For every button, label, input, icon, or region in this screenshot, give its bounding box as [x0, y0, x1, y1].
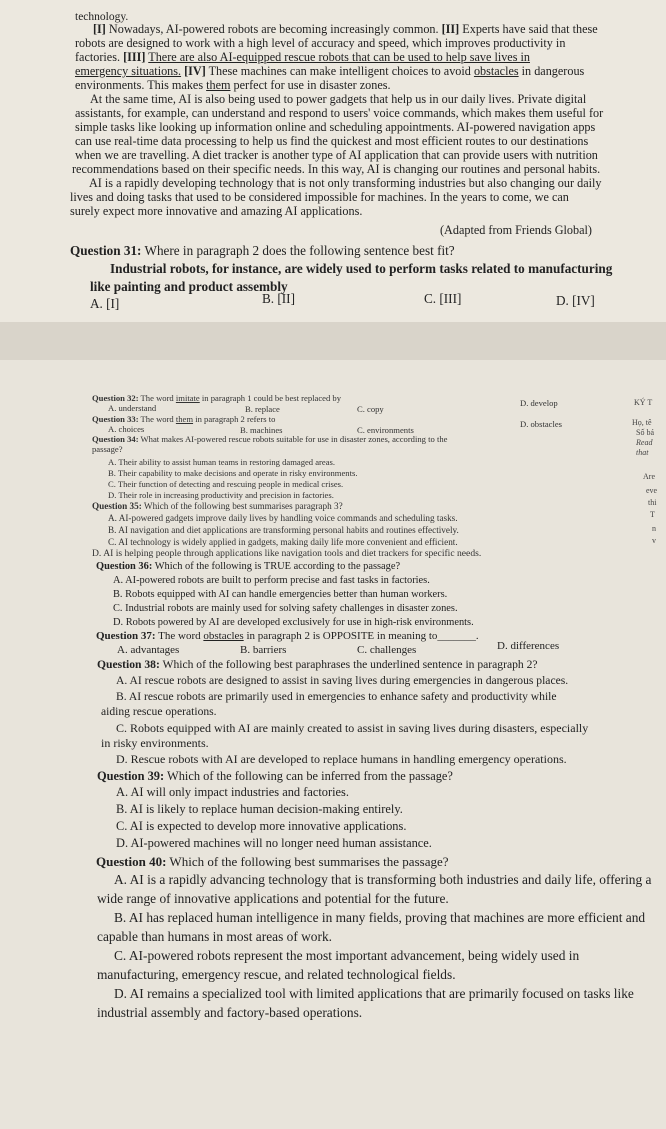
question-33-option-b[interactable]: B. machines [240, 425, 283, 435]
upper-page [0, 0, 666, 322]
question-38-stem: Question 38: Which of the following best paraphrases the underlined sentence in paragraph 2? [97, 658, 538, 671]
passage-line-6: At the same time, AI is also being used to power gadgets that help us in our daily lives. Private digital [90, 92, 587, 106]
passage-line-3: factories. [III] There are also AI-equipped rescue robots that can be used to help save lives in [75, 50, 530, 64]
passage-line-12: AI is a rapidly developing technology that is not only transforming industries but also changing our daily [89, 176, 602, 190]
margin-fragment: Read [636, 438, 653, 447]
question-40-option-b[interactable]: B. AI has replaced human intelligence in many fields, proving that machines are more efficient and [114, 910, 646, 925]
question-31-option-a[interactable]: A. [I] [90, 296, 120, 311]
question-37-option-b[interactable]: B. barriers [240, 644, 287, 656]
question-35-option-b[interactable]: B. AI navigation and diet applications are transforming personal habits and routines effectively. [108, 525, 459, 535]
margin-fragment: eve [646, 486, 658, 495]
question-38-option-b-cont: aiding rescue operations. [101, 705, 217, 718]
passage-line-2: robots are designed to work with a high level of accuracy and speed, which improves productivity in [75, 36, 566, 50]
page-gap [0, 322, 666, 360]
question-38-option-b[interactable]: B. AI rescue robots are primarily used in emergencies to enhance safety and productivity while [116, 690, 557, 703]
question-34-stem-2: passage? [92, 444, 123, 454]
question-31-option-b[interactable]: B. [II] [262, 291, 295, 306]
passage-line-9: can use real-time data processing to help us find the quickest and most efficient routes to our destinations [75, 134, 589, 148]
question-35-stem: Question 35: Which of the following best summarises paragraph 3? [92, 501, 343, 511]
question-38-option-c-cont: in risky environments. [101, 736, 209, 750]
question-38-option-a[interactable]: A. AI rescue robots are designed to assist in saving lives during emergencies in dangerous places. [116, 674, 569, 687]
margin-fragment: Họ, tê [632, 418, 652, 427]
question-35-option-a[interactable]: A. AI-powered gadgets improve daily lives by handling voice commands and scheduling tasks. [108, 513, 458, 523]
question-40-option-d-cont: industrial assembly and factory-based operations. [97, 1005, 363, 1020]
question-35-option-d[interactable]: D. AI is helping people through applications like navigation tools and diet trackers for specific needs. [92, 548, 482, 559]
question-33-option-d[interactable]: D. obstacles [520, 419, 563, 429]
question-39-option-c[interactable]: C. AI is expected to develop more innovative applications. [116, 819, 407, 833]
question-40-stem: Question 40: Which of the following best summarises the passage? [96, 854, 449, 869]
margin-fragment: Are [643, 472, 655, 481]
question-32-option-c[interactable]: C. copy [357, 404, 384, 414]
passage-line-8: simple tasks like looking up information online and scheduling appointments. AI-powered navigation apps [75, 120, 596, 134]
question-40-option-d[interactable]: D. AI remains a specialized tool with limited applications that are primarily focused on tasks like [114, 986, 634, 1001]
margin-fragment: T [650, 510, 655, 519]
question-32-stem: Question 32: The word imitate in paragraph 1 could be best replaced by [92, 393, 342, 403]
margin-fragment: n [652, 524, 656, 533]
question-31-option-c[interactable]: C. [III] [424, 291, 462, 306]
question-34-option-d[interactable]: D. Their role in increasing productivity and precision in factories. [108, 490, 334, 500]
margin-fragment: thi [648, 498, 657, 507]
question-34-option-b[interactable]: B. Their capability to make decisions and operate in risky environments. [108, 468, 358, 478]
question-36-option-b[interactable]: B. Robots equipped with AI can handle emergencies better than human workers. [113, 589, 448, 600]
question-40-option-c[interactable]: C. AI-powered robots represent the most important advancement, being widely used in [114, 948, 580, 963]
question-36-option-a[interactable]: A. AI-powered robots are built to perform precise and fast tasks in factories. [113, 575, 430, 586]
question-37-option-a[interactable]: A. advantages [117, 644, 180, 656]
passage-line-13: lives and doing tasks that used to be considered impossible for machines. In the years to come, we can [70, 190, 569, 204]
question-34-stem: Question 34: What makes AI-powered rescue robots suitable for use in disaster zones, according to the [92, 434, 448, 444]
passage-line-11: recommendations based on their specific needs. In this way, AI is changing our routines and personal habits. [72, 162, 601, 176]
question-36-option-d[interactable]: D. Robots powered by AI are developed exclusively for use in high-risk environments. [113, 617, 474, 628]
question-36-option-c[interactable]: C. Industrial robots are mainly used for solving safety challenges in disaster zones. [113, 603, 458, 614]
passage-heading: technology. [75, 11, 129, 23]
passage-source: (Adapted from Friends Global) [440, 223, 592, 237]
question-37-stem: Question 37: The word obstacles in paragraph 2 is OPPOSITE in meaning to_______. [96, 630, 479, 642]
question-35-option-c[interactable]: C. AI technology is widely applied in gadgets, making daily life more convenient and efficient. [108, 537, 458, 547]
margin-fragment: KÝ T [634, 398, 653, 407]
question-38-option-c[interactable]: C. Robots equipped with AI are mainly created to assist in saving lives during disasters, especially [116, 721, 589, 735]
question-33-option-a[interactable]: A. choices [108, 424, 145, 434]
question-36-stem: Question 36: Which of the following is TRUE according to the passage? [96, 561, 401, 572]
passage-line-14: surely expect more innovative and amazing AI applications. [70, 204, 363, 218]
question-33-stem: Question 33: The word them in paragraph 2 refers to [92, 414, 276, 424]
question-32-option-b[interactable]: B. replace [245, 404, 280, 414]
lower-page [0, 360, 666, 1129]
margin-fragment: v [652, 536, 656, 545]
question-40-option-a-cont: wide range of innovative applications and potential for the future. [97, 891, 449, 906]
question-38-option-d[interactable]: D. Rescue robots with AI are developed to replace humans in handling emergency operations. [116, 752, 567, 766]
question-31-option-d[interactable]: D. [IV] [556, 293, 595, 308]
question-34-option-c[interactable]: C. Their function of detecting and rescuing people in medical crises. [108, 479, 344, 489]
question-40-option-c-cont: manufacturing, emergency rescue, and related technological fields. [97, 967, 456, 982]
passage-line-10: when we are travelling. A diet tracker is another type of AI application that can provide users with nutrition [75, 148, 598, 162]
question-40-option-b-cont: capable than humans in most areas of work. [97, 929, 333, 944]
passage-line-1: [I] Nowadays, AI-powered robots are becoming increasingly common. [II] Experts have said that these [93, 22, 598, 36]
margin-fragment: that [636, 448, 649, 457]
question-31-sentence-2: like painting and product assembly [90, 279, 288, 294]
question-39-option-d[interactable]: D. AI-powered machines will no longer need human assistance. [116, 836, 432, 850]
question-37-option-d[interactable]: D. differences [497, 640, 560, 652]
margin-fragment: Số bá [636, 428, 654, 437]
passage-line-7: assistants, for example, can understand and respond to users' voice commands, which makes them useful for [75, 106, 604, 120]
question-34-option-a[interactable]: A. Their ability to assist human teams in restoring damaged areas. [108, 457, 336, 467]
passage-line-4: emergency situations. [IV] These machines can make intelligent choices to avoid obstacles in dangerous [75, 64, 585, 78]
question-39-option-b[interactable]: B. AI is likely to replace human decision-making entirely. [116, 802, 403, 816]
passage-line-5: environments. This makes them perfect for use in disaster zones. [75, 78, 391, 92]
question-33-option-c[interactable]: C. environments [357, 425, 414, 435]
question-32-option-d[interactable]: D. develop [520, 398, 558, 408]
question-40-option-a[interactable]: A. AI is a rapidly advancing technology that is transforming both industries and daily life, offering a [114, 872, 652, 887]
question-39-stem: Question 39: Which of the following can be inferred from the passage? [97, 769, 453, 783]
question-31-sentence: Industrial robots, for instance, are widely used to perform tasks related to manufacturing [110, 261, 613, 276]
question-39-option-a[interactable]: A. AI will only impact industries and factories. [116, 785, 349, 799]
question-37-option-c[interactable]: C. challenges [357, 644, 417, 656]
question-32-option-a[interactable]: A. understand [108, 403, 157, 413]
question-31-stem: Question 31: Where in paragraph 2 does the following sentence best fit? [70, 243, 455, 258]
